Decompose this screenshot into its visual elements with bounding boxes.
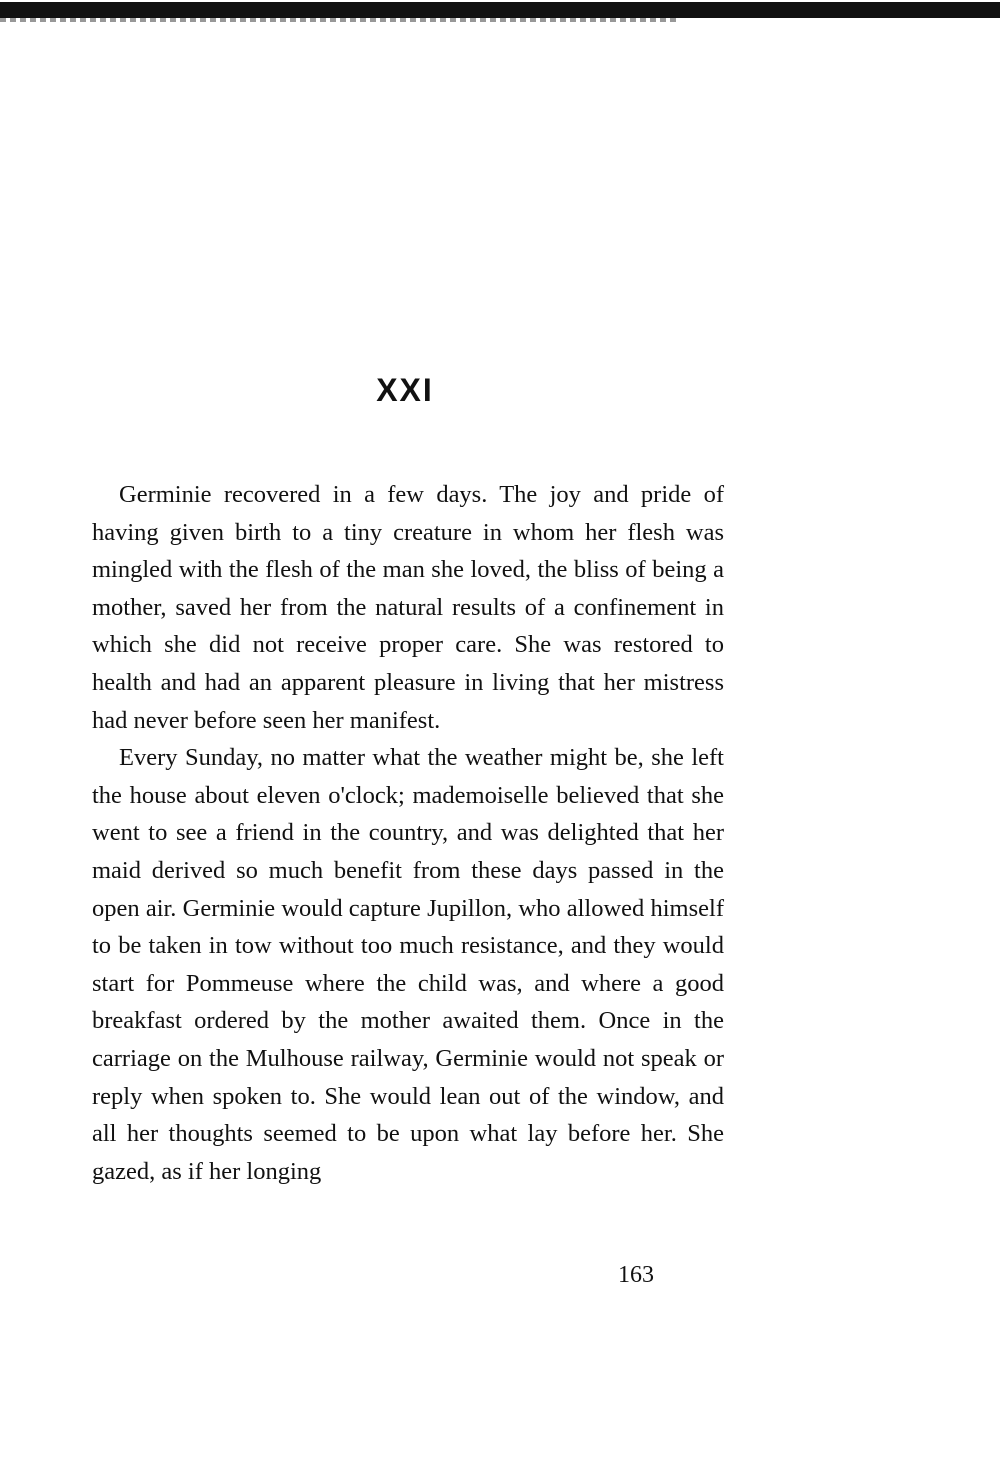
page-number: 163	[618, 1262, 654, 1288]
paragraph-1: Germinie recovered in a few days. The joy and pride of having given birth to a tiny creature in whom her flesh was mingled with the flesh of the man she loved, the bliss of being a mother, saved her from the natural results of a confinement in which she did not receive proper care. She was restored to health and had an apparent pleasure in living that her mistress had never before seen her manifest.	[92, 481, 724, 734]
top-scan-border-edge	[0, 18, 680, 22]
top-scan-border	[0, 2, 1000, 18]
paragraph-2: Every Sunday, no matter what the weather might be, she left the house about eleven o'clock; mademoiselle believed that she went to see a friend in the country, and was delighted that her maid derived so much benefit from these days passed in the open air. Germinie would capture Jupillon, who allowed himself to be taken in tow without too much resistance, and they would start for Pommeuse where the child was, and where a good breakfast ordered by the mother awaited them. Once in the carriage on the Mulhouse railway, Germinie would not speak or reply when spoken to. She would lean out of the window, and all her thoughts seemed to be upon what lay before her. She gazed, as if her longing	[92, 744, 724, 1185]
page-body	[92, 476, 724, 1190]
chapter-heading: XXI	[376, 372, 434, 408]
